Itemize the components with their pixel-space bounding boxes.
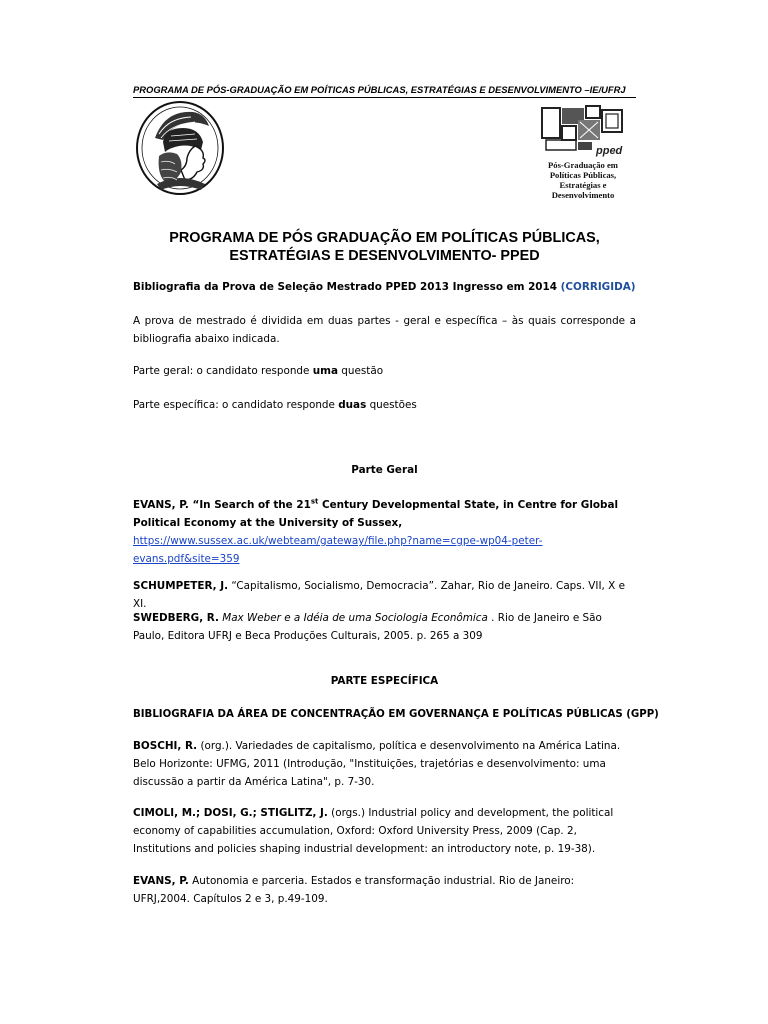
- reference-italic-title: Max Weber e a Idéia de uma Sociologia Econômica: [218, 612, 488, 624]
- pped-caption: [534, 160, 632, 200]
- reference-boschi: [133, 737, 636, 791]
- pped-caption-line: Políticas Públicas,: [549, 170, 617, 180]
- pped-logo: [538, 104, 628, 199]
- reference-text: (org.). Variedades de capitalismo, política e desenvolvimento na América Latina.: [197, 740, 621, 752]
- pped-brand-text: pped: [596, 145, 623, 157]
- reference-text: discussão a partir da América Latina", p. 7-30.: [133, 776, 375, 788]
- reference-text: Belo Horizonte: UFMG, 2011 (Introdução, "Instituições, trajetórias e desenvolvimento: uma: [133, 758, 606, 770]
- pped-caption-line: Estratégias e: [559, 180, 607, 190]
- reference-text: (orgs.) Industrial policy and development, the political: [327, 807, 614, 819]
- section-heading-gpp: BIBLIOGRAFIA DA ÁREA DE CONCENTRAÇÃO EM GOVERNANÇA E POLÍTICAS PÚBLICAS (GPP): [133, 709, 659, 720]
- link-line: evans.pdf&site=359: [133, 553, 240, 565]
- ufrj-minerva-logo: [135, 100, 225, 196]
- pped-caption-line: Desenvolvimento: [551, 190, 615, 200]
- reference-evans-21st-century: [133, 496, 636, 568]
- reference-text: Autonomia e parceria. Estados e transformação industrial. Rio de Janeiro:: [188, 875, 575, 887]
- reference-title: Century Developmental State, in Centre for Global Political Economy at the University of Sussex,: [133, 499, 619, 529]
- link-line: https://www.sussex.ac.uk/webteam/gateway/file.php?name=cgpe-wp04-peter-: [133, 535, 543, 547]
- subtitle-text: Bibliografia da Prova de Seleção Mestrado PPED 2013 Ingresso em 2014: [133, 281, 561, 293]
- document-title: [133, 229, 636, 265]
- title-line-1: PROGRAMA DE PÓS GRADUAÇÃO EM POLÍTICAS PÚBLICAS,: [169, 230, 600, 246]
- reference-text: . Rio de Janeiro e São Paulo, Editora UFRJ e Beca Produções Culturais, 2005. p. 265 a 309: [133, 612, 602, 642]
- reference-author: BOSCHI, R.: [133, 740, 198, 752]
- section-heading-parte-especifica: PARTE ESPECÍFICA: [330, 675, 439, 687]
- note-text: Parte geral: o candidato responde: [133, 365, 313, 377]
- bibliography-subtitle: [133, 278, 636, 296]
- reference-title: EVANS, P. “In Search of the 21: [133, 499, 311, 511]
- reference-text: UFRJ,2004. Capítulos 2 e 3, p.49-109.: [133, 893, 328, 905]
- program-header: PROGRAMA DE PÓS-GRADUAÇÃO EM POÍTICAS PÚBLICAS, ESTRATÉGIAS E DESENVOLVIMENTO –IE/UFRJ: [133, 84, 636, 98]
- pped-caption-line: Pós-Graduação em: [548, 160, 618, 170]
- corrected-label: (CORRIGIDA): [560, 281, 636, 293]
- reference-text: Institutions and policies shaping industrial development: an introductory note, p. 19-38).: [133, 843, 596, 855]
- note-emphasis: duas: [338, 399, 367, 411]
- note-emphasis: uma: [312, 365, 338, 377]
- reference-swedberg: [133, 609, 636, 645]
- minerva-emblem-icon: [135, 100, 225, 196]
- superscript: st: [310, 497, 319, 506]
- section-heading-parte-geral: Parte Geral: [351, 464, 418, 476]
- reference-text: economy of capabilities accumulation, Oxford: Oxford University Press, 2009 (Cap. 2,: [133, 825, 577, 837]
- pped-mark-icon: [538, 104, 628, 160]
- reference-author: EVANS, P.: [133, 875, 189, 887]
- parte-especifica-note: [133, 396, 636, 414]
- reference-evans-autonomia: [133, 872, 636, 908]
- reference-cimoli-dosi-stiglitz: [133, 804, 636, 858]
- note-text: questão: [337, 365, 384, 377]
- reference-link[interactable]: [133, 535, 542, 565]
- reference-author: SCHUMPETER, J.: [133, 580, 229, 592]
- reference-author: CIMOLI, M.; DOSI, G.; STIGLITZ, J.: [133, 807, 328, 819]
- title-line-2: ESTRATÉGIAS E DESENVOLVIMENTO- PPED: [229, 248, 540, 264]
- reference-author: SWEDBERG, R.: [133, 612, 219, 624]
- reference-text: “Capitalismo, Socialismo, Democracia”. Zahar, Rio de Janeiro. Caps. VII, X e XI.: [133, 580, 625, 610]
- intro-paragraph: A prova de mestrado é dividida em duas partes - geral e específica – às quais corresponde a bibliografia abaixo indicada.: [133, 315, 636, 345]
- note-text: Parte específica: o candidato responde: [133, 399, 339, 411]
- note-text: questões: [366, 399, 417, 411]
- reference-schumpeter: [133, 577, 636, 613]
- parte-geral-note: [133, 362, 636, 380]
